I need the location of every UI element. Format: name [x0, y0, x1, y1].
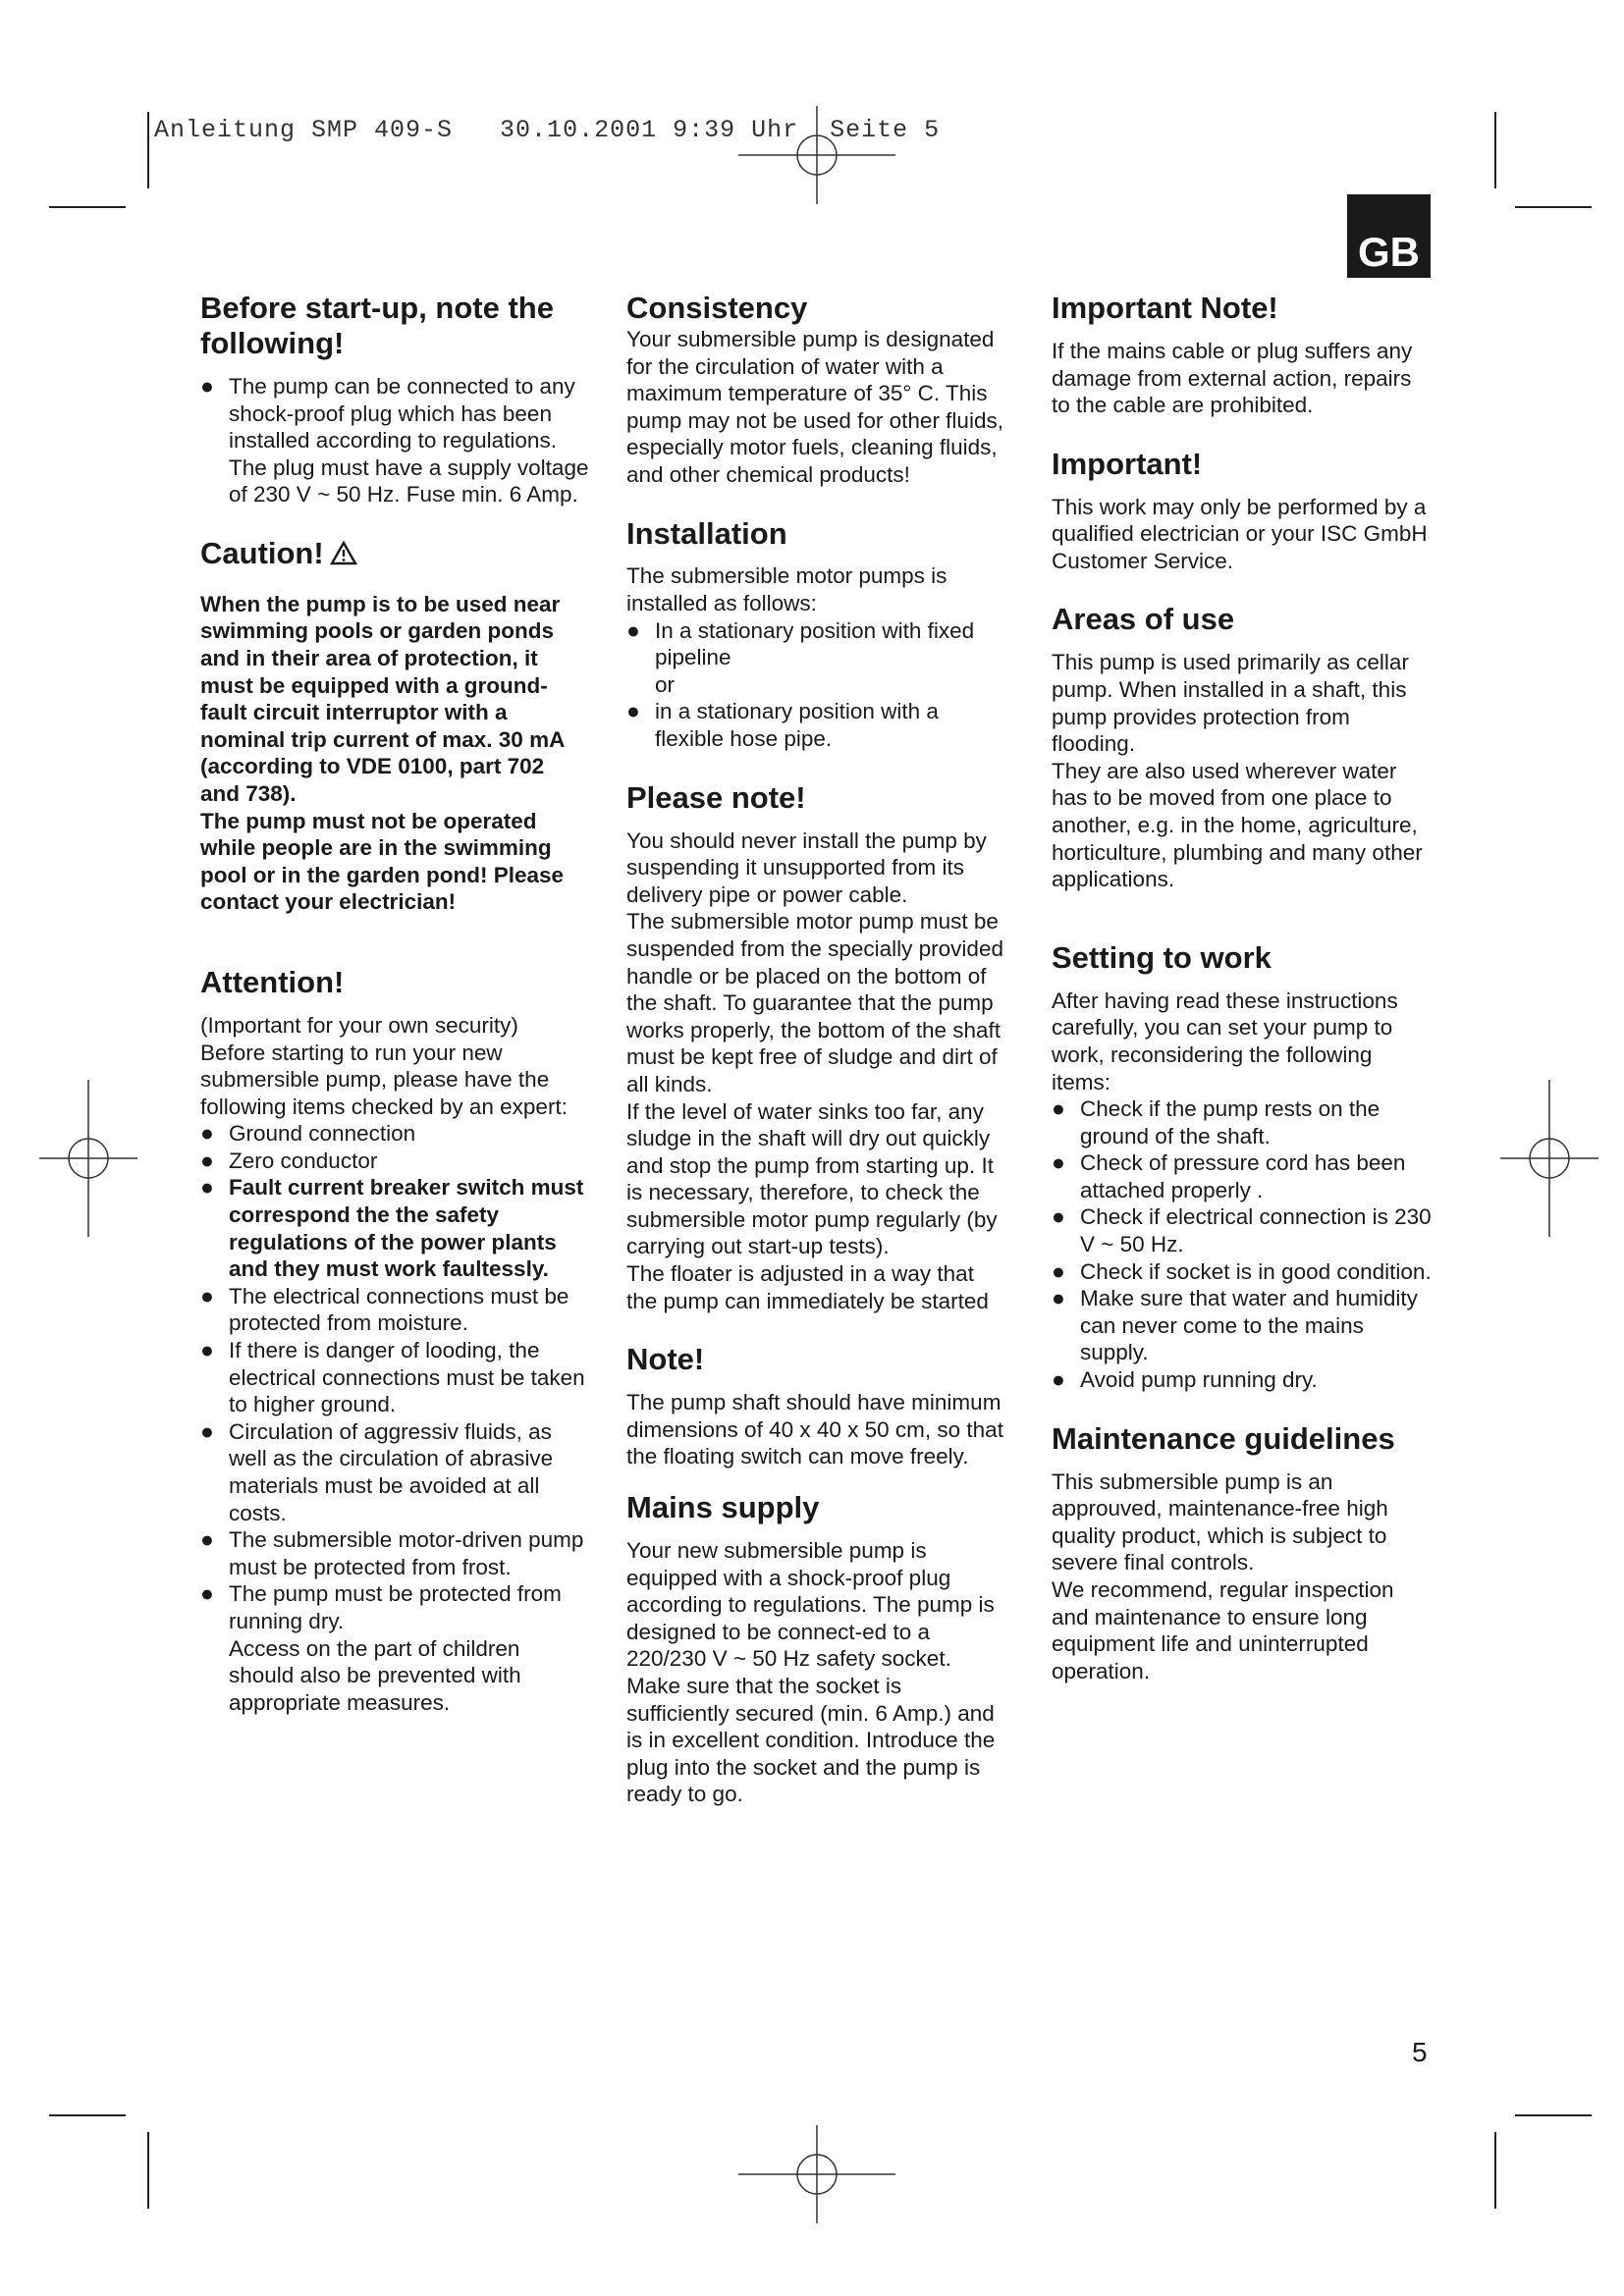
section-title: Installation: [626, 515, 787, 551]
caution-text: The pump must not be operated while people are in the swimming pool or in the garden pond! Please contact your electrician!: [200, 808, 565, 915]
crop-mark-top-right-h: [1515, 206, 1592, 208]
print-header: Anleitung SMP 409-S 30.10.2001 9:39 Uhr Seite 5: [154, 116, 941, 144]
section-title: Mains supply: [626, 1490, 820, 1524]
section-title: Before start-up, note the following!: [200, 291, 554, 360]
language-badge: GB: [1347, 194, 1431, 278]
list-item: ● Circulation of aggressiv fluids, as well as the circulation of abrasive materials must be avoided at all costs.: [200, 1418, 589, 1526]
list-item: ● Fault current breaker switch must correspond the the safety regulations of the power plants and they must work faultessly.: [200, 1174, 589, 1282]
column-1: [200, 291, 589, 1743]
note-text: The submersible motor pump must be suspended from the specially provided handle or be placed on the bottom of the shaft. To guarantee that the pump works properly, the bottom of the shaft must be kept free of sludge and dirt of all kinds.: [626, 909, 1003, 1096]
list-item: ● In a stationary position with fixed pipeline: [626, 617, 1009, 671]
section-title: Setting to work: [1052, 939, 1272, 975]
crop-mark-bottom-right-v: [1494, 2132, 1496, 2209]
caution-text: When the pump is to be used near swimming pools or garden ponds and in their area of protection, it must be equipped with a ground-fault circuit interruptor with a nominal trip current of max. 30 mA (according to VDE 0100, part 702 and 738).: [200, 591, 565, 806]
attention-tail: Access on the part of children should also be prevented with appropriate measures.: [229, 1635, 521, 1715]
section-consistency: [626, 291, 1009, 489]
section-title: Caution!: [200, 536, 589, 571]
important-note-text: If the mains cable or plug suffers any damage from external action, repairs to the cable are prohibited.: [1052, 338, 1413, 418]
areas-text: This pump is used primarily as cellar pump. When installed in a shaft, this pump provides protection from flooding.: [1052, 650, 1409, 757]
warning-triangle-icon: [330, 541, 357, 565]
maintenance-text: This submersible pump is an approuved, maintenance-free high quality product, which is subject to severe final controls.: [1052, 1468, 1388, 1575]
section-title: Important!: [1052, 446, 1203, 481]
attention-intro: (Important for your own security) Before starting to run your new submersible pump, please have the following items checked by an expert:: [200, 1012, 568, 1119]
registration-mark-left-icon: [39, 1080, 137, 1237]
section-title: Areas of use: [1052, 602, 1235, 637]
column-2: [626, 291, 1009, 1836]
mains-text: Make sure that the socket is sufficiently secured (min. 6 Amp.) and is in excellent condition. Introduce the plug into the socket and the pump is ready to go.: [626, 1673, 996, 1807]
page-number: 5: [1412, 2037, 1428, 2067]
section-areas-of-use: [1052, 602, 1435, 892]
section-title: Maintenance guidelines: [1052, 1420, 1395, 1456]
maintenance-text: We recommend, regular inspection and maintenance to ensure long equipment life and uninterrupted operation.: [1052, 1576, 1394, 1683]
section-title: Important Note!: [1052, 291, 1278, 325]
list-item-or: or: [655, 671, 676, 697]
consistency-text: Your submersible pump is designated for the circulation of water with a maximum temperature of 35° C. This pump may not be used for other fluids, especially motor fuels, cleaning fluids, and other chemical products!: [626, 326, 1003, 487]
list-item: ● in a stationary position with a flexible hose pipe.: [626, 698, 1009, 752]
section-setting-to-work: [1052, 940, 1435, 1394]
list-item: ● The submersible motor-driven pump must be protected from frost.: [200, 1526, 589, 1580]
crop-mark-top-left-h: [49, 206, 126, 208]
list-item: ● Ground connection: [200, 1120, 589, 1148]
section-installation: [626, 516, 1009, 753]
list-item: ● The pump must be protected from running dry.: [200, 1580, 589, 1634]
section-note: [626, 1342, 1009, 1470]
column-3: [1052, 291, 1435, 1712]
list-item: ● The pump can be connected to any shock-proof plug which has been installed according to regulations. The plug must have a supply voltage of 230 V ~ 50 Hz. Fuse min. 6 Amp.: [200, 373, 589, 508]
note-text: If the level of water sinks too far, any sludge in the shaft will dry out quickly and stop the pump from starting up. It is necessary, therefore, to check the submersible motor pump regularly (by carrying out start-up tests).: [626, 1098, 998, 1259]
areas-text: They are also used wherever water has to be moved from one place to another, e.g. in the home, agriculture, horticulture, plumbing and many other applications.: [1052, 758, 1423, 892]
setting-intro: After having read these instructions carefully, you can set your pump to work, reconsidering the following items:: [1052, 988, 1398, 1095]
crop-mark-bottom-left-v: [147, 2132, 149, 2209]
list-item: ● Check if the pump rests on the ground of the shaft.: [1052, 1095, 1435, 1149]
list-item: ● If there is danger of looding, the electrical connections must be taken to higher ground.: [200, 1337, 589, 1418]
crop-mark-top-left-v: [147, 112, 149, 188]
section-mains-supply: [626, 1490, 1009, 1808]
section-maintenance: [1052, 1421, 1435, 1685]
section-important: [1052, 447, 1435, 575]
crop-mark-top-right-v: [1494, 112, 1496, 188]
section-title: Note!: [626, 1342, 705, 1377]
important-text: This work may only be performed by a qualified electrician or your ISC GmbH Customer Service.: [1052, 494, 1428, 573]
registration-mark-bottom-icon: [738, 2125, 895, 2223]
list-item: ● Zero conductor: [200, 1148, 589, 1175]
crop-mark-bottom-left-h: [49, 2114, 126, 2116]
section-important-note: [1052, 291, 1435, 419]
list-item: ● Check if socket is in good condition.: [1052, 1258, 1435, 1286]
list-item: ● Make sure that water and humidity can never come to the mains supply.: [1052, 1285, 1435, 1366]
note-text: You should never install the pump by suspending it unsupported from its delivery pipe or power cable.: [626, 828, 987, 907]
list-item: ● Check of pressure cord has been attached properly .: [1052, 1149, 1435, 1203]
section-title: Attention!: [200, 964, 345, 999]
section-title: Please note!: [626, 779, 806, 815]
crop-mark-bottom-right-h: [1515, 2114, 1592, 2116]
section-caution: [200, 536, 589, 916]
list-item: ● Check if electrical connection is 230 V ~ 50 Hz.: [1052, 1203, 1435, 1257]
list-item: ● The electrical connections must be protected from moisture.: [200, 1283, 589, 1337]
mains-text: Your new submersible pump is equipped with a shock-proof plug according to regulations. The pump is designed to be connect-ed to a 220/230 V ~ 50 Hz safety socket.: [626, 1537, 995, 1672]
list-item: ● Avoid pump running dry.: [1052, 1366, 1435, 1394]
section-please-note: [626, 780, 1009, 1315]
section-attention: [200, 965, 589, 1716]
registration-mark-right-icon: [1500, 1080, 1598, 1237]
section-before-start: [200, 291, 589, 508]
note-text: The pump shaft should have minimum dimensions of 40 x 40 x 50 cm, so that the floating switch can move freely.: [626, 1390, 1003, 1469]
note-text: The floater is adjusted in a way that the pump can immediately be started: [626, 1261, 989, 1313]
installation-intro: The submersible motor pumps is installed as follows:: [626, 563, 947, 616]
section-title: Consistency: [626, 291, 808, 325]
